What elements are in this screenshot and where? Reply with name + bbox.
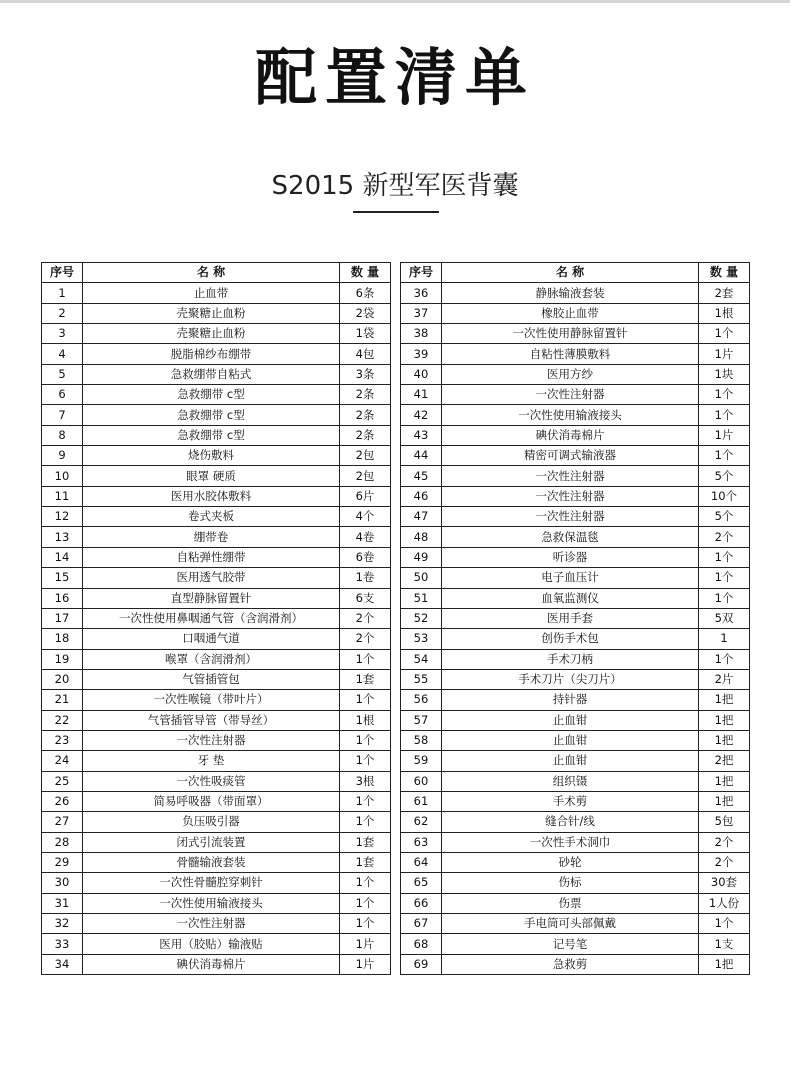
item-name: 电子血压计 <box>442 568 699 588</box>
table-row <box>401 405 750 425</box>
item-quantity: 1把 <box>699 710 750 730</box>
item-name: 急救保温毯 <box>442 527 699 547</box>
item-quantity: 3根 <box>340 771 391 791</box>
item-quantity: 10个 <box>699 486 750 506</box>
item-number: 14 <box>42 547 83 567</box>
item-name: 骨髓输液套装 <box>83 852 340 872</box>
item-number: 21 <box>42 690 83 710</box>
item-name: 止血钳 <box>442 710 699 730</box>
table-row <box>42 425 391 445</box>
item-quantity: 1个 <box>340 914 391 934</box>
item-name: 一次性注射器 <box>83 914 340 934</box>
item-quantity: 1个 <box>340 690 391 710</box>
table-row <box>42 588 391 608</box>
item-quantity: 2个 <box>340 629 391 649</box>
item-number: 3 <box>42 324 83 344</box>
item-quantity: 1个 <box>340 791 391 811</box>
item-name: 一次性注射器 <box>442 466 699 486</box>
item-quantity: 1把 <box>699 791 750 811</box>
item-number: 40 <box>401 364 442 384</box>
item-quantity: 1个 <box>699 914 750 934</box>
table-row <box>42 791 391 811</box>
table-row <box>401 507 750 527</box>
item-number: 69 <box>401 954 442 974</box>
top-divider <box>0 0 790 3</box>
item-quantity: 4个 <box>340 507 391 527</box>
item-number: 8 <box>42 425 83 445</box>
item-quantity: 1个 <box>340 751 391 771</box>
item-number: 39 <box>401 344 442 364</box>
table-row <box>42 812 391 832</box>
item-number: 24 <box>42 751 83 771</box>
item-quantity: 1片 <box>340 934 391 954</box>
item-quantity: 1把 <box>699 730 750 750</box>
item-name: 一次性注射器 <box>442 486 699 506</box>
item-quantity: 1个 <box>699 568 750 588</box>
table-row <box>42 364 391 384</box>
item-number: 66 <box>401 893 442 913</box>
table-row <box>401 954 750 974</box>
item-name: 急救绷带自粘式 <box>83 364 340 384</box>
item-number: 23 <box>42 730 83 750</box>
item-quantity: 1块 <box>699 364 750 384</box>
table-row <box>42 385 391 405</box>
item-name: 自粘性薄膜敷料 <box>442 344 699 364</box>
item-quantity: 1个 <box>340 812 391 832</box>
table-row <box>401 934 750 954</box>
item-quantity: 1个 <box>699 588 750 608</box>
item-number: 45 <box>401 466 442 486</box>
table-row <box>401 425 750 445</box>
item-quantity: 6条 <box>340 283 391 303</box>
table-row <box>42 303 391 323</box>
item-number: 6 <box>42 385 83 405</box>
table-row <box>401 669 750 689</box>
item-number: 31 <box>42 893 83 913</box>
item-name: 一次性注射器 <box>442 385 699 405</box>
table-row <box>401 608 750 628</box>
item-name: 手电筒可头部佩戴 <box>442 914 699 934</box>
table-row <box>401 690 750 710</box>
item-quantity: 1片 <box>699 344 750 364</box>
item-name: 直型静脉留置针 <box>83 588 340 608</box>
table-row <box>42 405 391 425</box>
item-name: 橡胶止血带 <box>442 303 699 323</box>
table-row <box>42 710 391 730</box>
table-row <box>401 893 750 913</box>
item-quantity: 1个 <box>699 649 750 669</box>
item-number: 10 <box>42 466 83 486</box>
item-quantity: 5双 <box>699 608 750 628</box>
item-name: 血氧监测仪 <box>442 588 699 608</box>
item-name: 喉罩（含润滑剂） <box>83 649 340 669</box>
item-name: 闭式引流装置 <box>83 832 340 852</box>
item-quantity: 1片 <box>699 425 750 445</box>
item-quantity: 1把 <box>699 771 750 791</box>
item-name: 简易呼吸器（带面罩） <box>83 791 340 811</box>
item-name: 医用手套 <box>442 608 699 628</box>
item-quantity: 2包 <box>340 446 391 466</box>
item-quantity: 2个 <box>699 832 750 852</box>
item-number: 28 <box>42 832 83 852</box>
table-row <box>401 852 750 872</box>
item-quantity: 5个 <box>699 507 750 527</box>
item-name: 绷带卷 <box>83 527 340 547</box>
item-number: 60 <box>401 771 442 791</box>
item-quantity: 2套 <box>699 283 750 303</box>
table-row <box>42 690 391 710</box>
item-name: 一次性手术洞巾 <box>442 832 699 852</box>
header-quantity: 数 量 <box>340 263 391 283</box>
item-name: 急救剪 <box>442 954 699 974</box>
table-row <box>42 832 391 852</box>
item-quantity: 2个 <box>340 608 391 628</box>
item-quantity: 1个 <box>340 730 391 750</box>
item-name: 脱脂棉纱布绷带 <box>83 344 340 364</box>
item-number: 56 <box>401 690 442 710</box>
item-quantity: 2把 <box>699 751 750 771</box>
table-row <box>401 303 750 323</box>
item-quantity: 6片 <box>340 486 391 506</box>
item-number: 11 <box>42 486 83 506</box>
item-quantity: 5个 <box>699 466 750 486</box>
item-quantity: 1套 <box>340 852 391 872</box>
item-number: 19 <box>42 649 83 669</box>
table-row <box>42 629 391 649</box>
item-quantity: 1个 <box>699 324 750 344</box>
item-quantity: 1卷 <box>340 568 391 588</box>
item-number: 25 <box>42 771 83 791</box>
item-quantity: 1袋 <box>340 324 391 344</box>
header-number: 序号 <box>401 263 442 283</box>
item-name: 医用（胶贴）输液贴 <box>83 934 340 954</box>
item-name: 牙 垫 <box>83 751 340 771</box>
table-header-row <box>401 263 750 283</box>
table-header-row <box>42 263 391 283</box>
item-quantity: 2包 <box>340 466 391 486</box>
item-name: 持针器 <box>442 690 699 710</box>
table-row <box>42 852 391 872</box>
item-name: 一次性注射器 <box>442 507 699 527</box>
item-name: 手术刀片（尖刀片） <box>442 669 699 689</box>
table-row <box>42 934 391 954</box>
item-number: 22 <box>42 710 83 730</box>
item-number: 4 <box>42 344 83 364</box>
table-row <box>401 791 750 811</box>
item-name: 组织镊 <box>442 771 699 791</box>
item-number: 27 <box>42 812 83 832</box>
item-number: 5 <box>42 364 83 384</box>
item-number: 47 <box>401 507 442 527</box>
table-row <box>42 324 391 344</box>
item-name: 口咽通气道 <box>83 629 340 649</box>
inventory-table-left <box>41 262 391 975</box>
item-quantity: 1个 <box>340 873 391 893</box>
item-quantity: 4卷 <box>340 527 391 547</box>
item-quantity: 1人份 <box>699 893 750 913</box>
item-name: 一次性骨髓腔穿刺针 <box>83 873 340 893</box>
item-name: 手术刀柄 <box>442 649 699 669</box>
item-number: 64 <box>401 852 442 872</box>
table-row <box>42 751 391 771</box>
item-number: 36 <box>401 283 442 303</box>
item-number: 7 <box>42 405 83 425</box>
item-number: 34 <box>42 954 83 974</box>
item-name: 精密可调式输液器 <box>442 446 699 466</box>
item-number: 29 <box>42 852 83 872</box>
item-number: 54 <box>401 649 442 669</box>
item-name: 一次性使用静脉留置针 <box>442 324 699 344</box>
item-quantity: 1个 <box>699 405 750 425</box>
table-row <box>401 649 750 669</box>
header-number: 序号 <box>42 263 83 283</box>
table-row <box>42 547 391 567</box>
table-row <box>42 527 391 547</box>
table-row <box>42 914 391 934</box>
item-number: 30 <box>42 873 83 893</box>
item-number: 50 <box>401 568 442 588</box>
item-quantity: 1套 <box>340 669 391 689</box>
item-number: 16 <box>42 588 83 608</box>
item-name: 创伤手术包 <box>442 629 699 649</box>
table-row <box>401 832 750 852</box>
item-number: 13 <box>42 527 83 547</box>
item-name: 自粘弹性绷带 <box>83 547 340 567</box>
item-number: 9 <box>42 446 83 466</box>
item-name: 手术剪 <box>442 791 699 811</box>
table-row <box>42 771 391 791</box>
item-number: 61 <box>401 791 442 811</box>
table-row <box>42 669 391 689</box>
item-name: 一次性吸痰管 <box>83 771 340 791</box>
item-number: 26 <box>42 791 83 811</box>
item-name: 医用方纱 <box>442 364 699 384</box>
item-name: 伤标 <box>442 873 699 893</box>
item-quantity: 2条 <box>340 425 391 445</box>
table-row <box>401 466 750 486</box>
item-quantity: 1套 <box>340 832 391 852</box>
table-row <box>401 547 750 567</box>
item-quantity: 1把 <box>699 690 750 710</box>
item-name: 急救绷带 c型 <box>83 425 340 445</box>
item-name: 伤票 <box>442 893 699 913</box>
item-number: 49 <box>401 547 442 567</box>
item-number: 43 <box>401 425 442 445</box>
item-name: 壳聚糖止血粉 <box>83 303 340 323</box>
item-number: 48 <box>401 527 442 547</box>
item-quantity: 2片 <box>699 669 750 689</box>
table-row <box>401 527 750 547</box>
table-row <box>42 608 391 628</box>
item-number: 33 <box>42 934 83 954</box>
item-quantity: 1个 <box>340 893 391 913</box>
header-name: 名 称 <box>83 263 340 283</box>
item-name: 一次性使用输液接头 <box>442 405 699 425</box>
item-quantity: 2条 <box>340 385 391 405</box>
item-number: 57 <box>401 710 442 730</box>
table-row <box>401 812 750 832</box>
item-number: 67 <box>401 914 442 934</box>
item-number: 42 <box>401 405 442 425</box>
item-number: 58 <box>401 730 442 750</box>
table-row <box>401 486 750 506</box>
table-row <box>42 507 391 527</box>
item-number: 53 <box>401 629 442 649</box>
item-number: 37 <box>401 303 442 323</box>
table-row <box>42 344 391 364</box>
item-quantity: 1个 <box>699 547 750 567</box>
table-row <box>42 954 391 974</box>
item-quantity: 1根 <box>699 303 750 323</box>
table-row <box>401 324 750 344</box>
item-name: 一次性喉镜（带叶片） <box>83 690 340 710</box>
item-quantity: 30套 <box>699 873 750 893</box>
item-number: 38 <box>401 324 442 344</box>
item-name: 一次性使用输液接头 <box>83 893 340 913</box>
item-number: 41 <box>401 385 442 405</box>
item-number: 62 <box>401 812 442 832</box>
item-quantity: 2袋 <box>340 303 391 323</box>
item-number: 44 <box>401 446 442 466</box>
table-row <box>42 283 391 303</box>
item-quantity: 1 <box>699 629 750 649</box>
item-name: 急救绷带 c型 <box>83 405 340 425</box>
table-row <box>401 385 750 405</box>
item-number: 46 <box>401 486 442 506</box>
item-name: 止血钳 <box>442 730 699 750</box>
table-row <box>401 446 750 466</box>
table-row <box>401 751 750 771</box>
subtitle-underline <box>353 211 439 213</box>
header-quantity: 数 量 <box>699 263 750 283</box>
table-row <box>42 893 391 913</box>
table-row <box>42 486 391 506</box>
table-row <box>42 730 391 750</box>
item-name: 听诊器 <box>442 547 699 567</box>
item-quantity: 6卷 <box>340 547 391 567</box>
table-row <box>42 466 391 486</box>
item-quantity: 1根 <box>340 710 391 730</box>
table-row <box>401 344 750 364</box>
item-number: 2 <box>42 303 83 323</box>
page-title: 配置清单 <box>254 41 535 114</box>
table-row <box>401 873 750 893</box>
table-row <box>401 629 750 649</box>
table-row <box>401 588 750 608</box>
table-row <box>42 446 391 466</box>
item-number: 18 <box>42 629 83 649</box>
item-name: 一次性使用鼻咽通气管（含润滑剂） <box>83 608 340 628</box>
item-quantity: 1支 <box>699 934 750 954</box>
item-name: 眼罩 硬质 <box>83 466 340 486</box>
item-number: 1 <box>42 283 83 303</box>
item-name: 碘伏消毒棉片 <box>83 954 340 974</box>
table-row <box>401 914 750 934</box>
item-number: 63 <box>401 832 442 852</box>
header-name: 名 称 <box>442 263 699 283</box>
item-number: 59 <box>401 751 442 771</box>
table-row <box>401 730 750 750</box>
table-row <box>401 710 750 730</box>
item-quantity: 3条 <box>340 364 391 384</box>
item-name: 卷式夹板 <box>83 507 340 527</box>
item-name: 气管插管包 <box>83 669 340 689</box>
table-row <box>42 568 391 588</box>
item-number: 15 <box>42 568 83 588</box>
page-subtitle: S2015 新型军医背囊 <box>271 171 519 201</box>
item-name: 壳聚糖止血粉 <box>83 324 340 344</box>
item-name: 碘伏消毒棉片 <box>442 425 699 445</box>
table-row <box>401 568 750 588</box>
item-number: 17 <box>42 608 83 628</box>
item-quantity: 1个 <box>340 649 391 669</box>
item-name: 负压吸引器 <box>83 812 340 832</box>
item-number: 51 <box>401 588 442 608</box>
table-row <box>401 364 750 384</box>
table-row <box>42 649 391 669</box>
item-name: 砂轮 <box>442 852 699 872</box>
item-name: 一次性注射器 <box>83 730 340 750</box>
inventory-table-right <box>400 262 750 975</box>
item-quantity: 5包 <box>699 812 750 832</box>
item-quantity: 6支 <box>340 588 391 608</box>
item-quantity: 2条 <box>340 405 391 425</box>
item-quantity: 1个 <box>699 385 750 405</box>
item-number: 32 <box>42 914 83 934</box>
item-number: 12 <box>42 507 83 527</box>
item-name: 记号笔 <box>442 934 699 954</box>
item-number: 55 <box>401 669 442 689</box>
item-number: 20 <box>42 669 83 689</box>
table-row <box>401 283 750 303</box>
item-name: 急救绷带 c型 <box>83 385 340 405</box>
item-name: 静脉输液套装 <box>442 283 699 303</box>
item-quantity: 2个 <box>699 852 750 872</box>
item-name: 医用透气胶带 <box>83 568 340 588</box>
item-number: 52 <box>401 608 442 628</box>
item-number: 65 <box>401 873 442 893</box>
table-row <box>42 873 391 893</box>
table-row <box>401 771 750 791</box>
item-name: 气管插管导管（带导丝） <box>83 710 340 730</box>
item-quantity: 1片 <box>340 954 391 974</box>
item-name: 医用水胶体敷料 <box>83 486 340 506</box>
item-quantity: 4包 <box>340 344 391 364</box>
item-quantity: 1把 <box>699 954 750 974</box>
item-name: 烧伤敷料 <box>83 446 340 466</box>
item-name: 止血带 <box>83 283 340 303</box>
item-quantity: 2个 <box>699 527 750 547</box>
item-number: 68 <box>401 934 442 954</box>
item-quantity: 1个 <box>699 446 750 466</box>
item-name: 缝合针/线 <box>442 812 699 832</box>
item-name: 止血钳 <box>442 751 699 771</box>
